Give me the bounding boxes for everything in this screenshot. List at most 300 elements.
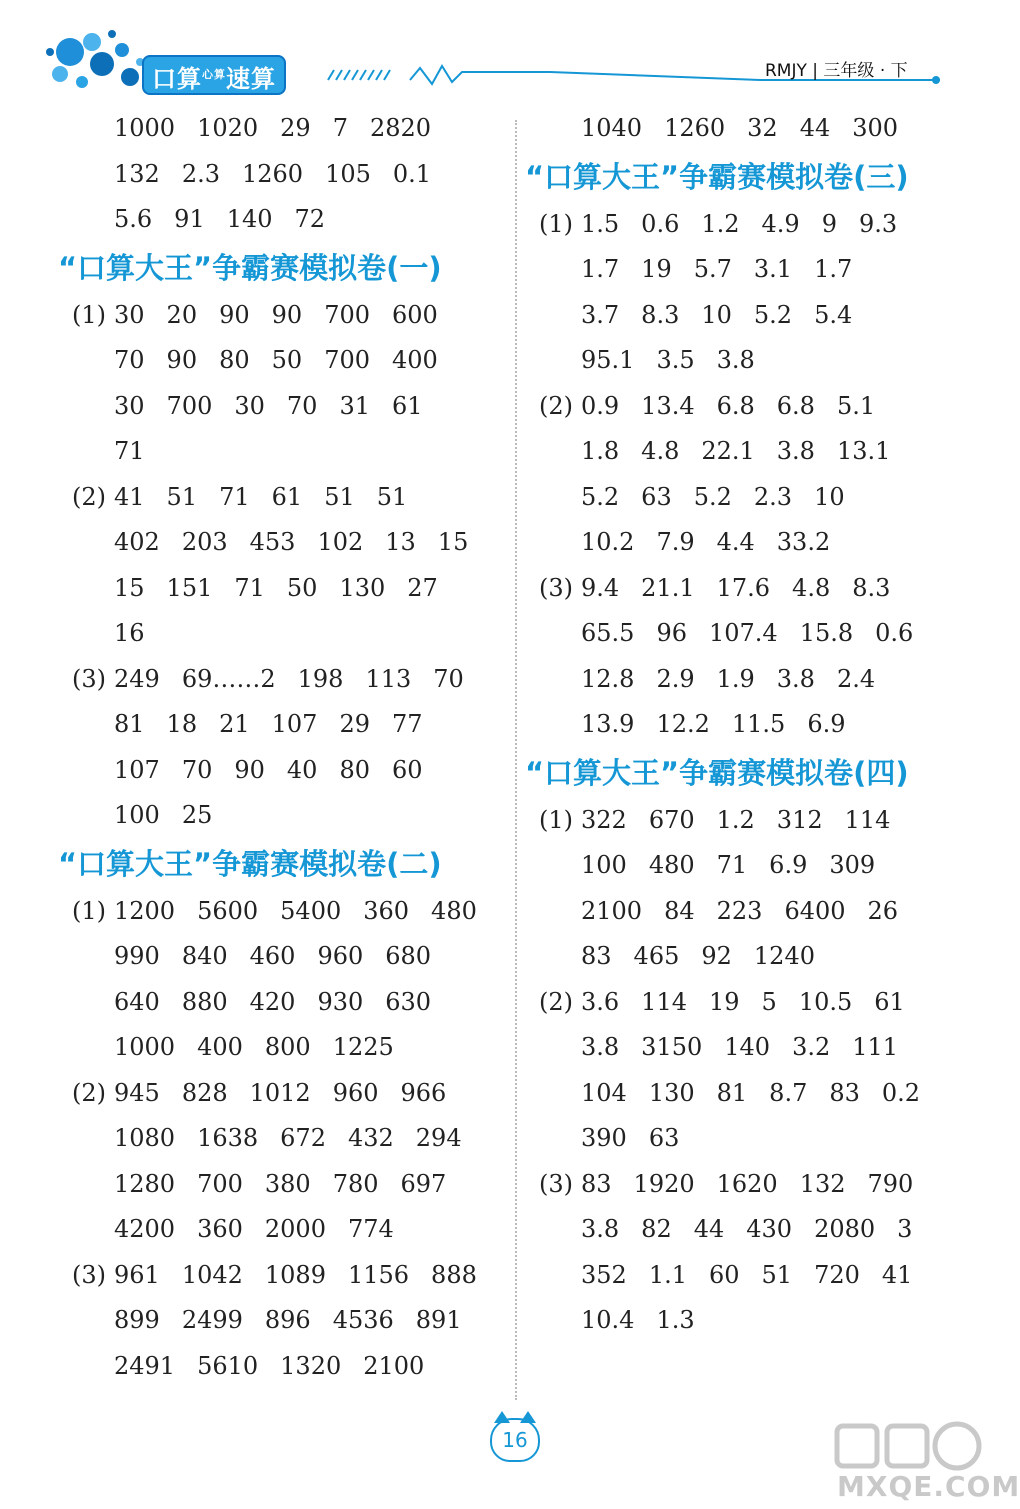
answer-row [525, 338, 985, 384]
answer-value: 32 [747, 114, 778, 142]
question-label: (1) [539, 209, 573, 238]
answer-value: 16 [114, 619, 145, 647]
answer-value: 960 [317, 942, 364, 970]
answer-row [525, 798, 985, 844]
answer-value: 880 [181, 987, 228, 1016]
answer-values [525, 657, 897, 703]
answer-row [525, 657, 985, 703]
answer-row [525, 1253, 985, 1299]
answer-row [525, 611, 985, 657]
answer-row [525, 1162, 985, 1208]
answer-value: 249 [114, 664, 160, 693]
answer-value: 61 [392, 391, 423, 420]
answer-value: 0.6 [641, 209, 680, 238]
answer-value: 1.2 [701, 209, 740, 238]
answer-values [525, 520, 852, 566]
answer-row [525, 980, 985, 1026]
answer-row [525, 934, 985, 980]
answer-row [58, 1071, 518, 1117]
answer-value: 90 [219, 300, 250, 329]
answer-value: 40 [286, 755, 318, 784]
answer-value: 828 [181, 1078, 228, 1107]
answer-row [58, 106, 518, 152]
answer-row [58, 980, 518, 1026]
answer-values [114, 889, 499, 935]
answer-value: 312 [776, 805, 823, 834]
answer-value: 90 [166, 346, 198, 374]
answer-value: 11.5 [731, 710, 786, 738]
right-column [525, 106, 985, 1344]
answer-value: 151 [166, 573, 213, 602]
answer-values [58, 702, 445, 748]
answer-value: 3.8 [581, 1215, 620, 1243]
answer-value: 380 [264, 1169, 311, 1198]
answer-row [58, 1116, 518, 1162]
edition-label: RMJY | 三年级 · 下 [765, 61, 908, 81]
answer-value: 70 [114, 346, 145, 374]
page-number-badge [490, 1418, 540, 1462]
answer-value: 22.1 [701, 437, 755, 465]
answer-value: 10.4 [581, 1306, 635, 1334]
answer-value: 390 [581, 1124, 627, 1152]
answer-value: 1920 [633, 1169, 695, 1198]
answer-value: 3150 [641, 1033, 703, 1061]
answer-row [525, 843, 985, 889]
answer-values [114, 1253, 499, 1299]
answer-value: 600 [392, 300, 438, 329]
answer-value: 5.1 [836, 391, 876, 420]
answer-values [58, 384, 445, 430]
answer-value: 2080 [814, 1215, 876, 1243]
answer-value: 6.8 [716, 391, 755, 420]
answer-value: 3.8 [776, 437, 815, 465]
answer-values [58, 106, 453, 152]
answer-value: 891 [415, 1306, 462, 1334]
answer-row [525, 475, 985, 521]
answer-value: 69……2 [181, 664, 276, 693]
answer-value: 70 [433, 664, 464, 693]
answer-row [525, 429, 985, 475]
page-number: 16 [502, 1428, 528, 1452]
answer-row [525, 384, 985, 430]
watermark [825, 1418, 1020, 1508]
answer-value: 300 [852, 114, 899, 142]
answer-value: 896 [264, 1306, 311, 1334]
answer-values [58, 197, 347, 243]
answer-value: 1620 [716, 1169, 778, 1198]
answer-value: 3 [897, 1215, 913, 1243]
answer-value: 44 [693, 1215, 725, 1243]
question-label: (1) [72, 300, 106, 329]
answer-value: 1320 [280, 1351, 342, 1380]
answer-value: 223 [716, 896, 763, 925]
answer-value: 3.8 [581, 1033, 620, 1061]
answer-value: 30 [234, 391, 265, 420]
answer-value: 430 [746, 1215, 793, 1243]
answer-value: 3.5 [656, 346, 695, 374]
answer-value: 800 [264, 1033, 311, 1061]
answer-value: 1.2 [716, 805, 755, 834]
answer-value: 966 [400, 1078, 447, 1107]
answer-row [525, 106, 985, 152]
answer-value: 10.2 [581, 528, 635, 556]
answer-value: 13.1 [836, 437, 891, 465]
answer-value: 400 [392, 346, 438, 374]
answer-value: 720 [814, 1260, 860, 1289]
answer-value: 700 [324, 346, 370, 374]
answer-values [581, 202, 919, 248]
answer-value: 700 [324, 300, 370, 329]
answer-value: 960 [332, 1078, 379, 1107]
answer-values [58, 338, 460, 384]
answer-value: 1080 [114, 1124, 176, 1152]
answer-value: 70 [286, 391, 318, 420]
answer-value: 700 [197, 1169, 243, 1198]
answer-value: 61 [874, 987, 905, 1016]
answer-value: 83 [581, 1169, 612, 1198]
answer-values [581, 798, 912, 844]
answer-value: 7.9 [656, 528, 695, 556]
answer-value: 5 [761, 987, 777, 1016]
answer-values [525, 106, 920, 152]
answer-values [58, 1025, 416, 1071]
answer-value: 3.7 [581, 300, 620, 329]
answer-value: 1.5 [581, 209, 620, 238]
answer-values [58, 429, 167, 475]
answer-value: 72 [294, 205, 326, 233]
answer-value: 102 [317, 528, 364, 556]
book-logo [142, 55, 286, 95]
section-title: “口算大王”争霸赛模拟卷(三) [525, 159, 909, 194]
answer-value: 400 [197, 1033, 243, 1061]
answer-value: 1089 [264, 1260, 326, 1289]
answer-row [58, 1162, 518, 1208]
answer-value: 51 [166, 482, 198, 511]
question-label: (3) [72, 664, 106, 693]
answer-value: 5.2 [753, 300, 793, 329]
answer-value: 680 [385, 942, 432, 970]
answer-values [58, 152, 453, 198]
answer-value: 21.1 [641, 573, 695, 602]
answer-row [58, 934, 518, 980]
answer-value: 3.8 [776, 664, 815, 693]
answer-value: 113 [365, 664, 412, 693]
answer-values [525, 338, 777, 384]
answer-row [58, 793, 518, 839]
answer-values [58, 520, 490, 566]
answer-value: 132 [799, 1169, 846, 1198]
answer-value: 480 [648, 851, 695, 879]
answer-value: 8.3 [641, 300, 680, 329]
answer-row [525, 520, 985, 566]
answer-value: 2100 [581, 896, 643, 925]
answer-value: 0.2 [881, 1078, 921, 1107]
answer-value: 84 [664, 896, 695, 925]
answer-value: 840 [181, 942, 228, 970]
answer-value: 5.4 [814, 300, 853, 329]
answer-value: 130 [339, 573, 386, 602]
answer-values [114, 293, 460, 339]
answer-value: 51 [761, 1260, 793, 1289]
question-label: (3) [72, 1260, 106, 1289]
answer-row [58, 1298, 518, 1344]
answer-value: 1000 [114, 114, 176, 142]
answer-row [58, 152, 518, 198]
answer-value: 15 [437, 528, 469, 556]
answer-value: 71 [716, 851, 748, 879]
answer-value: 30 [114, 300, 145, 329]
answer-values [58, 1162, 468, 1208]
badge-ear-left [494, 1411, 510, 1423]
watermark-text: MXQE.COM [837, 1470, 1020, 1503]
answer-value: 63 [648, 1124, 680, 1152]
answer-value: 70 [181, 755, 213, 784]
answer-value: 2000 [264, 1215, 326, 1243]
answer-row [58, 520, 518, 566]
answer-value: 18 [166, 710, 198, 738]
question-label: (1) [72, 896, 106, 925]
answer-value: 3.2 [792, 1033, 831, 1061]
answer-row [58, 384, 518, 430]
answer-value: 107 [271, 710, 318, 738]
answer-values [525, 1071, 942, 1117]
answer-value: 114 [844, 805, 891, 834]
section-title: “口算大王”争霸赛模拟卷(四) [525, 755, 909, 790]
answer-values [58, 934, 453, 980]
answer-value: 60 [392, 755, 423, 784]
answer-row [525, 889, 985, 935]
logo-text-small: 心算 [202, 68, 226, 81]
answer-value: 0.6 [875, 619, 914, 647]
answer-value: 672 [280, 1124, 326, 1152]
page-header [0, 0, 1000, 105]
answer-row [525, 1025, 985, 1071]
answer-value: 6.8 [776, 391, 815, 420]
answer-value: 5.2 [581, 482, 620, 511]
answer-value: 6.9 [769, 851, 808, 879]
answer-value: 77 [392, 710, 423, 738]
answer-value: 309 [829, 851, 876, 879]
answer-value: 44 [799, 114, 831, 142]
splash-logo-icon [40, 22, 150, 97]
answer-value: 60 [708, 1260, 740, 1289]
answer-value: 5610 [197, 1351, 259, 1380]
answer-values [58, 611, 167, 657]
answer-row [58, 1207, 518, 1253]
answer-value: 27 [407, 573, 438, 602]
answer-value: 13 [385, 528, 416, 556]
answer-value: 1.8 [581, 437, 620, 465]
logo-text-main: 口算 [152, 65, 202, 93]
answer-value: 1156 [347, 1260, 410, 1289]
answer-value: 50 [286, 573, 318, 602]
answer-values [58, 1344, 446, 1390]
answer-value: 4.4 [716, 528, 755, 556]
answer-values [58, 1207, 416, 1253]
answer-row [525, 566, 985, 612]
answer-value: 1240 [753, 942, 815, 970]
answer-row [525, 1207, 985, 1253]
answer-row [58, 1344, 518, 1390]
answer-value: 2100 [363, 1351, 425, 1380]
answer-value: 945 [114, 1078, 160, 1107]
answer-value: 71 [234, 573, 265, 602]
answer-values [525, 1116, 701, 1162]
answer-values [525, 934, 837, 980]
answer-row [58, 338, 518, 384]
answer-row [525, 202, 985, 248]
answer-value: 630 [385, 987, 432, 1016]
answer-value: 1200 [114, 896, 176, 925]
answer-row [525, 1298, 985, 1344]
answer-value: 9.4 [581, 573, 620, 602]
answer-value: 31 [339, 391, 370, 420]
answer-value: 888 [431, 1260, 477, 1289]
answer-value: 3.8 [716, 346, 755, 374]
answer-row [58, 1025, 518, 1071]
answer-value: 1260 [241, 159, 304, 188]
question-label: (2) [72, 1078, 106, 1107]
answer-value: 961 [114, 1260, 160, 1289]
section-title: “口算大王”争霸赛模拟卷(二) [58, 846, 442, 881]
answer-value: 4.8 [792, 573, 831, 602]
answer-value: 63 [641, 482, 672, 511]
answer-value: 19 [708, 987, 740, 1016]
answer-value: 33.2 [776, 528, 831, 556]
answer-row [58, 293, 518, 339]
answer-values [58, 980, 453, 1026]
answer-value: 990 [114, 942, 160, 970]
answer-value: 790 [867, 1169, 914, 1198]
answer-value: 81 [716, 1078, 748, 1107]
answer-values [525, 429, 912, 475]
answer-value: 0.1 [392, 159, 432, 188]
answer-value: 82 [641, 1215, 672, 1243]
answer-value: 1.1 [648, 1260, 687, 1289]
answer-value: 5400 [280, 896, 342, 925]
answer-value: 91 [174, 205, 205, 233]
answer-value: 432 [347, 1124, 394, 1152]
answer-value: 1.7 [814, 255, 853, 283]
answer-row [58, 475, 518, 521]
answer-value: 15.8 [799, 619, 854, 647]
answer-value: 107 [114, 755, 160, 784]
answer-value: 1.9 [716, 664, 755, 693]
answer-value: 294 [415, 1124, 462, 1152]
answer-value: 104 [581, 1078, 627, 1107]
answer-values [58, 748, 445, 794]
answer-row [58, 429, 518, 475]
answer-value: 930 [317, 987, 364, 1016]
answer-value: 3.1 [753, 255, 793, 283]
answer-value: 1.7 [581, 255, 620, 283]
answer-value: 1042 [181, 1260, 243, 1289]
left-column [58, 106, 518, 1389]
answer-row [525, 702, 985, 748]
section-title: “口算大王”争霸赛模拟卷(一) [58, 250, 442, 285]
answer-value: 19 [641, 255, 672, 283]
answer-value: 700 [166, 391, 213, 420]
answer-value: 105 [325, 159, 371, 188]
answer-value: 17.6 [716, 573, 771, 602]
question-label: (1) [539, 805, 573, 834]
answer-values [581, 566, 912, 612]
answer-value: 5600 [197, 896, 259, 925]
answer-row [525, 1116, 985, 1162]
answer-value: 4.9 [761, 209, 800, 238]
answer-value: 2.3 [181, 159, 220, 188]
answer-value: 61 [271, 482, 303, 511]
answer-row [525, 247, 985, 293]
answer-value: 9 [821, 209, 837, 238]
answer-value: 0.9 [581, 391, 620, 420]
answer-value: 21 [219, 710, 250, 738]
answer-value: 80 [219, 346, 250, 374]
answer-value: 3.6 [581, 987, 620, 1016]
answer-value: 697 [400, 1169, 447, 1198]
answer-value: 114 [641, 987, 687, 1016]
answer-row [58, 611, 518, 657]
answer-values [525, 293, 874, 339]
answer-value: 5.2 [693, 482, 732, 511]
answer-value: 2499 [181, 1306, 243, 1334]
answer-value: 8.3 [852, 573, 891, 602]
badge-ear-right [520, 1411, 536, 1423]
answer-values [525, 1025, 920, 1071]
answer-value: 100 [114, 801, 160, 829]
answer-row [58, 657, 518, 703]
answer-value: 90 [271, 300, 303, 329]
answer-values [58, 1116, 484, 1162]
answer-value: 1225 [332, 1033, 394, 1061]
answer-value: 480 [431, 896, 477, 925]
answer-value: 9.3 [858, 209, 898, 238]
answer-value: 140 [226, 205, 273, 233]
answer-value: 1000 [114, 1033, 176, 1061]
answer-value: 1.3 [656, 1306, 695, 1334]
answer-value: 1012 [249, 1078, 311, 1107]
answer-value: 51 [376, 482, 408, 511]
answer-value: 360 [363, 896, 410, 925]
answer-value: 670 [648, 805, 695, 834]
answer-row [525, 293, 985, 339]
question-label: (2) [539, 391, 573, 420]
answer-values [525, 1207, 934, 1253]
answer-value: 322 [581, 805, 627, 834]
answer-values [581, 1162, 935, 1208]
answer-value: 83 [581, 942, 612, 970]
answer-value: 130 [648, 1078, 695, 1107]
answer-value: 13.9 [581, 710, 635, 738]
question-label: (2) [72, 482, 106, 511]
answer-value: 2.4 [836, 664, 876, 693]
answer-values [525, 611, 935, 657]
answer-values [525, 889, 920, 935]
answer-value: 774 [347, 1215, 394, 1243]
answer-value: 26 [867, 896, 899, 925]
answer-value: 140 [724, 1033, 771, 1061]
answer-value: 8.7 [769, 1078, 808, 1107]
answer-value: 65.5 [581, 619, 635, 647]
answer-value: 41 [881, 1260, 913, 1289]
answer-values [58, 1298, 484, 1344]
answer-row [58, 702, 518, 748]
answer-row [58, 889, 518, 935]
question-label: (3) [539, 573, 573, 602]
answer-value: 80 [339, 755, 370, 784]
logo-text-end: 速算 [226, 65, 276, 93]
answer-values [114, 657, 486, 703]
